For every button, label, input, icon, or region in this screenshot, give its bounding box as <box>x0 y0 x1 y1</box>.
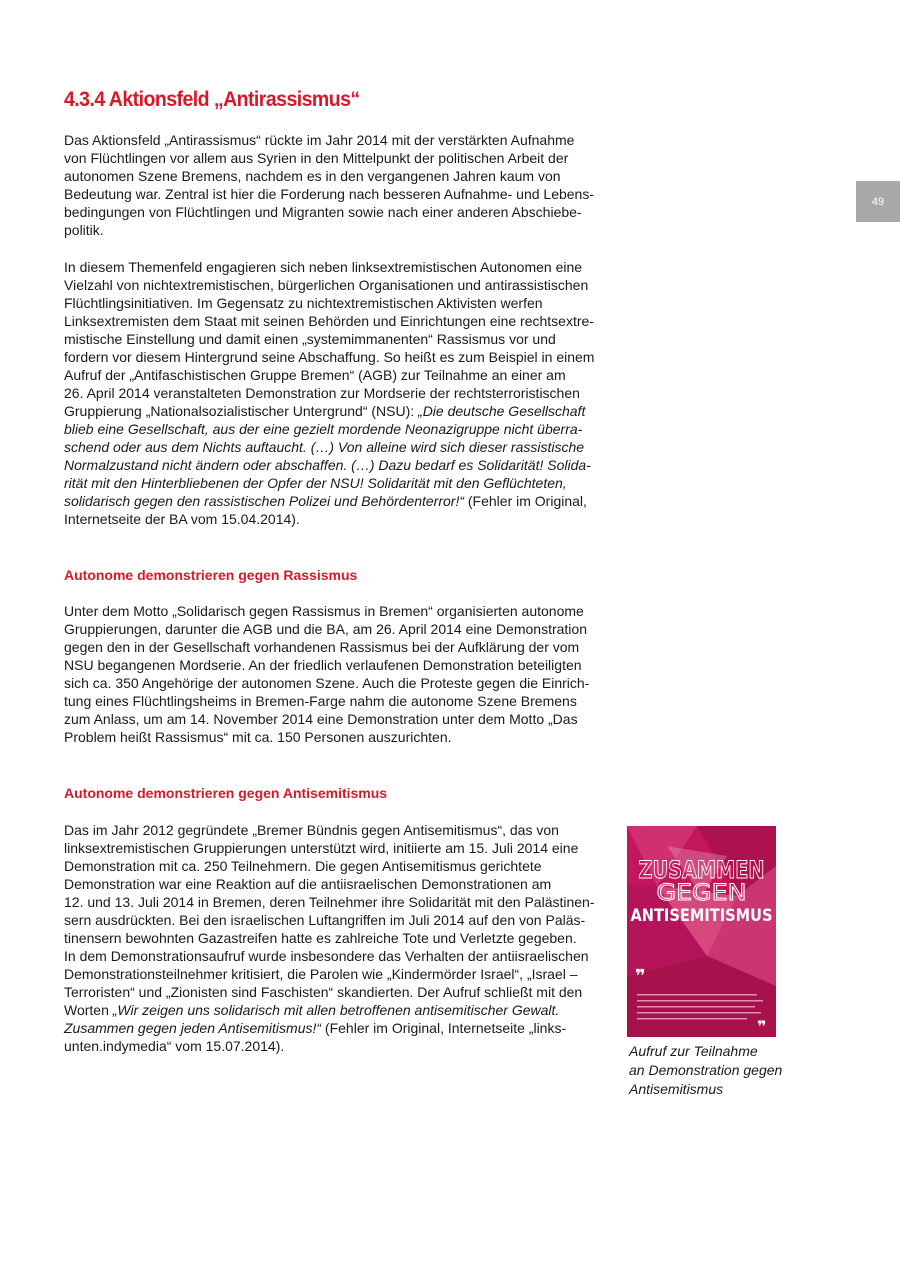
text-line: gegen den in der Gesellschaft vorhandenen Rassismus bei der Aufklärung der vom <box>64 639 580 655</box>
text-line: Aufruf der „Antifaschistischen Gruppe Bremen“ (AGB) zur Teilnahme an einer am <box>64 367 566 383</box>
caption-line: Aufruf zur Teilnahme <box>629 1043 758 1059</box>
antisemitismus-paragraph <box>64 821 620 1055</box>
rassismus-paragraph <box>64 602 620 746</box>
text-line: Bedeutung war. Zentral ist hier die Forderung nach besseren Aufnahme- und Lebens- <box>64 186 594 202</box>
text-line: linksextremistischen Gruppierungen unterstützt wird, initiierte am 15. Juli 2014 eine <box>64 840 579 856</box>
text-line: tinensern bewohnten Gazastreifen hatte es zahlreiche Tote und Verletzte gegeben. <box>64 930 577 946</box>
text-line <box>64 1019 620 1037</box>
text-line: Demonstration mit ca. 250 Teilnehmern. Die gegen Antisemitismus gerichtete <box>64 858 542 874</box>
text-line: politik. <box>64 222 104 238</box>
text-line <box>64 492 620 510</box>
text-plain: (Fehler im Original, Internetseite „links- <box>321 1020 567 1036</box>
quote-italic: „Die deutsche Gesellschaft <box>418 403 586 419</box>
text-line: tung eines Flüchtlingsheims in Bremen-Farge nahm die autonome Szene Bremens <box>64 693 577 709</box>
intro-paragraph <box>64 131 620 239</box>
quote-line: blieb eine Gesellschaft, aus der eine gezielt mordende Neonazigruppe nicht überra- <box>64 421 583 437</box>
text-line: 26. April 2014 veranstalteten Demonstration zur Mordserie der rechtsterroristischen <box>64 385 580 401</box>
text-line: Das Aktionsfeld „Antirassismus“ rückte im Jahr 2014 mit der verstärkten Aufnahme <box>64 132 575 148</box>
poster-text-line <box>637 1006 755 1008</box>
text-line: Flüchtlingsinitiativen. Im Gegensatz zu nichtextremistischen Aktivisten werfen <box>64 295 543 311</box>
text-line: mistische Einstellung und damit einen „systemimmanenten“ Rassismus vor und <box>64 331 556 347</box>
text-line: Vielzahl von nichtextremistischen, bürgerlichen Organisationen und antirassistischen <box>64 277 589 293</box>
poster-headline-3: ANTISEMITISMUS <box>630 906 773 926</box>
text-line: fordern vor diesem Hintergrund seine Abschaffung. So heißt es zum Beispiel in einem <box>64 349 595 365</box>
text-line: 12. und 13. Juli 2014 in Bremen, deren Teilnehmer ihre Solidarität mit den Palästinen- <box>64 894 595 910</box>
poster-text-line <box>637 994 757 996</box>
text-line: sern ausdrückten. Bei den israelischen Luftangriffen im Juli 2014 auf den von Paläs- <box>64 912 586 928</box>
text-line: Das im Jahr 2012 gegründete „Bremer Bündnis gegen Antisemitismus“, das von <box>64 822 559 838</box>
quote-italic: solidarisch gegen den rassistischen Polizei und Behördenterror!“ <box>64 493 464 509</box>
quote-italic: Zusammen gegen jeden Antisemitismus!“ <box>64 1020 322 1036</box>
quote-line: Normalzustand nicht ändern oder abschaffen. (…) Dazu bedarf es Solidarität! Solida- <box>64 457 591 473</box>
poster-headline-1: ZUSAMMEN <box>638 856 765 884</box>
poster-text-line <box>637 1018 747 1020</box>
text-line: bedingungen von Flüchtlingen und Migranten sowie nach einer anderen Abschiebe- <box>64 204 582 220</box>
demonstration-poster-image <box>627 826 776 1037</box>
caption-line: Antisemitismus <box>629 1081 724 1097</box>
text-line: sich ca. 350 Angehörige der autonomen Szene. Auch die Proteste gegen die Einrich- <box>64 675 590 691</box>
text-line: NSU begangenen Mordserie. An der friedlich verlaufenen Demonstration beteiligten <box>64 657 582 673</box>
text-line: von Flüchtlingen vor allem aus Syrien in den Mittelpunkt der politischen Arbeit der <box>64 150 569 166</box>
text-line: unten.indymedia“ vom 15.07.2014). <box>64 1038 285 1054</box>
poster-text-line <box>637 1000 763 1002</box>
themenfeld-paragraph <box>64 258 620 528</box>
poster-text-line <box>637 1012 761 1014</box>
image-caption <box>629 1042 809 1099</box>
text-plain: Gruppierung „Nationalsozialistischer Untergrund“ (NSU): <box>64 403 419 419</box>
text-line: Demonstrationsteilnehmer kritisiert, die Parolen wie „Kindermörder Israel“, „Israel – <box>64 966 578 982</box>
text-line: In dem Demonstrationsaufruf wurde insbesondere das Verhalten der antiisraelischen <box>64 948 589 964</box>
text-line: autonomen Szene Bremens, nachdem es in den vergangenen Jahren kaum von <box>64 168 561 184</box>
quote-line: rität mit den Hinterbliebenen der Opfer der NSU! Solidarität mit den Geflüchteten, <box>64 475 567 491</box>
quote-close-icon: ❞ <box>757 1017 767 1036</box>
text-plain: Worten <box>64 1002 113 1018</box>
text-line <box>64 402 620 420</box>
poster-headline-2: GEGEN <box>656 881 747 906</box>
text-line: Gruppierungen, darunter die AGB und die BA, am 26. April 2014 eine Demonstration <box>64 621 587 637</box>
text-line <box>64 1001 620 1019</box>
quote-italic: „Wir zeigen uns solidarisch mit allen betroffenen antisemitischer Gewalt. <box>112 1002 560 1018</box>
poster-graphic <box>627 826 776 1037</box>
page-number-tab <box>856 181 900 222</box>
subheading-rassismus: Autonome demonstrieren gegen Rassismus <box>64 567 358 583</box>
text-line: Internetseite der BA vom 15.04.2014). <box>64 511 300 527</box>
text-line: zum Anlass, um am 14. November 2014 eine Demonstration unter dem Motto „Das <box>64 711 578 727</box>
quote-line: schend oder aus dem Nichts auftaucht. (…) Von alleine wird sich dieser rassistische <box>64 439 585 455</box>
text-line: Problem heißt Rassismus“ mit ca. 150 Personen auszurichten. <box>64 729 452 745</box>
page-number: 49 <box>871 195 885 208</box>
text-line: In diesem Themenfeld engagieren sich neben linksextremistischen Autonomen eine <box>64 259 583 275</box>
section-title: 4.3.4 Aktionsfeld „Antirassismus“ <box>64 88 360 111</box>
text-line: Demonstration war eine Reaktion auf die antiisraelischen Demonstrationen am <box>64 876 552 892</box>
subheading-antisemitismus: Autonome demonstrieren gegen Antisemitismus <box>64 785 388 801</box>
text-line: Unter dem Motto „Solidarisch gegen Rassismus in Bremen“ organisierten autonome <box>64 603 584 619</box>
text-plain: (Fehler im Original, <box>464 493 587 509</box>
text-line: Terroristen“ und „Zionisten sind Faschisten“ skandierten. Der Aufruf schließt mit den <box>64 984 583 1000</box>
quote-open-icon: ❞ <box>635 966 646 987</box>
caption-line: an Demonstration gegen <box>629 1062 783 1078</box>
text-line: Linksextremisten dem Staat mit seinen Behörden und Einrichtungen eine rechtsextre- <box>64 313 594 329</box>
